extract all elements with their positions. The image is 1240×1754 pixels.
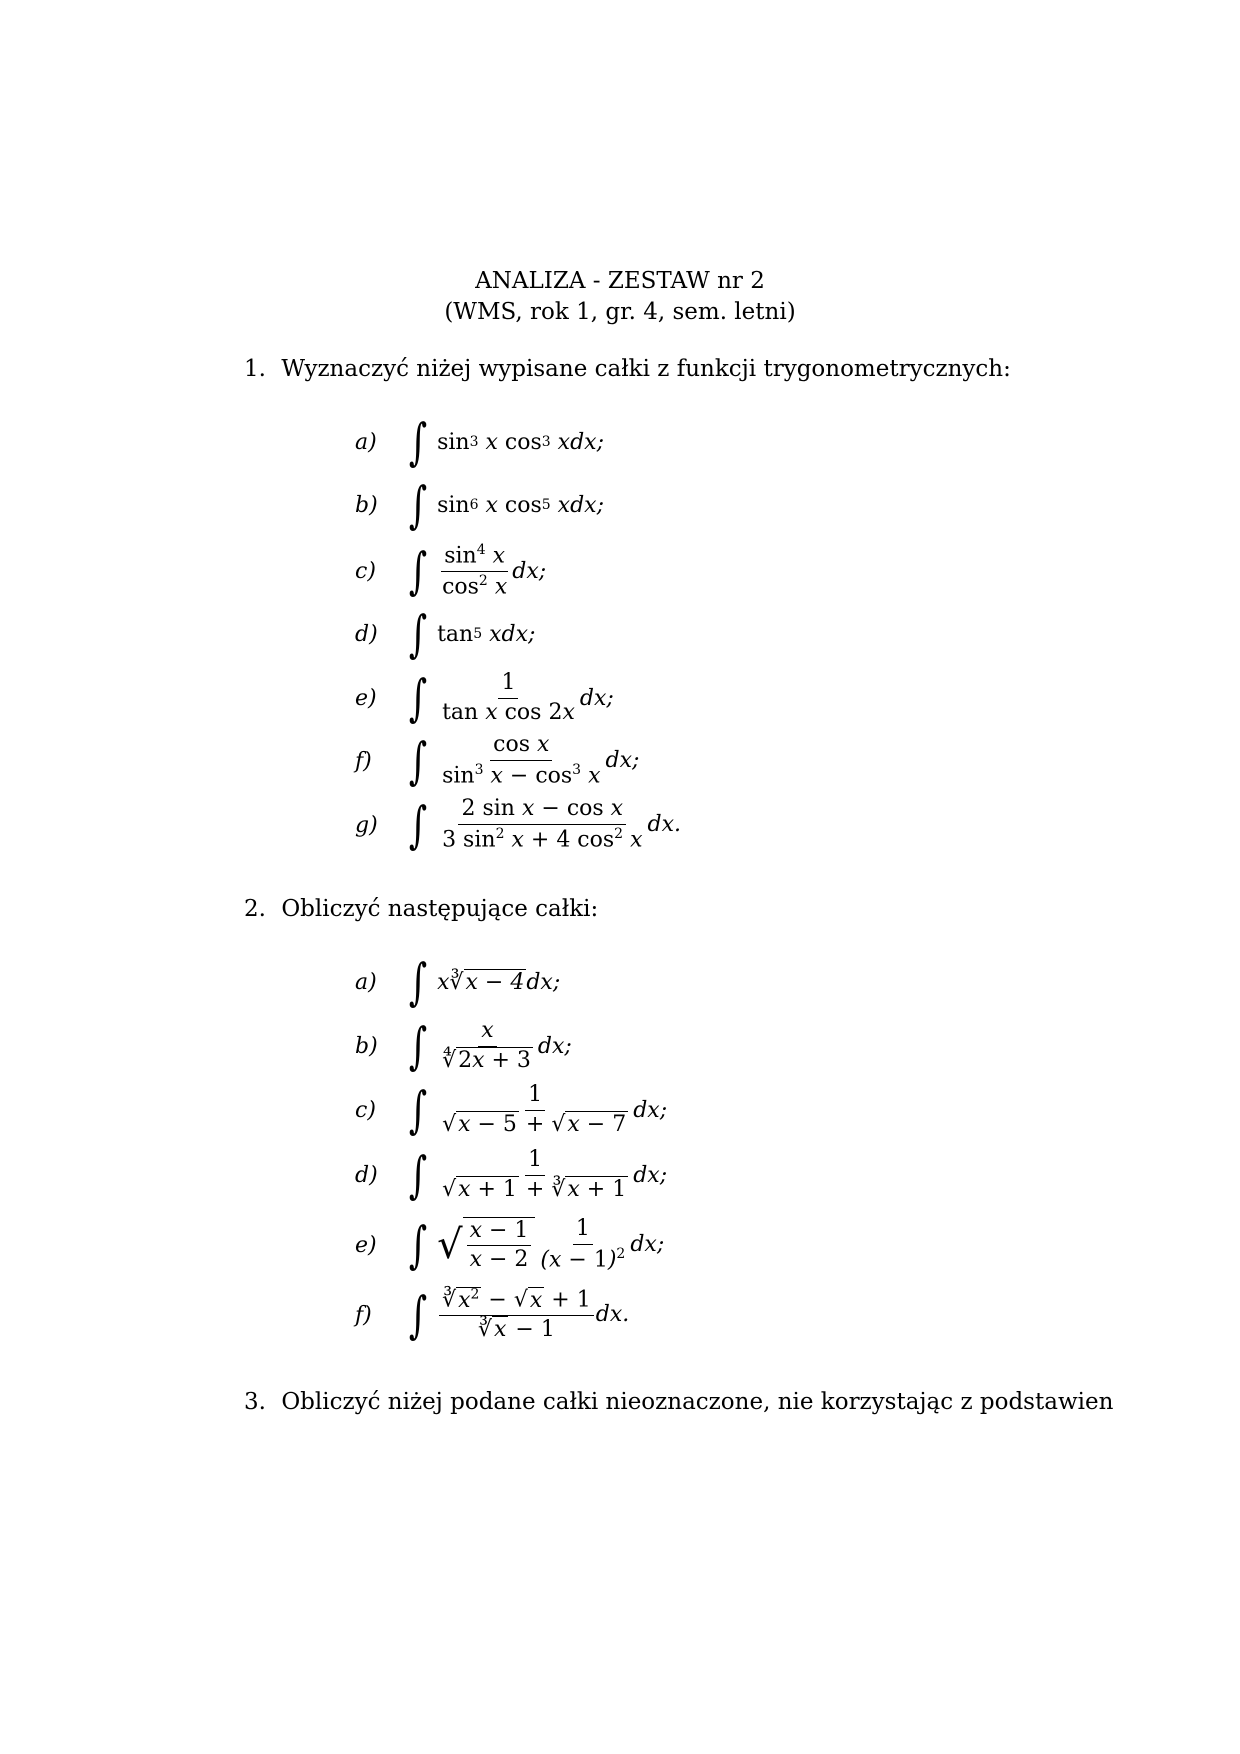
item-label: f) (355, 748, 372, 774)
problem-1-item-f (355, 731, 639, 791)
formula: x ∛ x − 4 dx; (437, 969, 561, 995)
problem-2-item-f (355, 1285, 629, 1345)
problem-number: 1. (244, 356, 266, 382)
formula: tan 5 xdx; (437, 621, 536, 647)
problem-1-item-c (355, 541, 546, 601)
item-label: d) (355, 1162, 378, 1188)
formula: $\frac{\sin^4 x}{\cos^2 x}$ dx; (442, 541, 547, 599)
problem-3-heading (244, 1389, 1113, 1415)
item-label: c) (355, 1097, 376, 1123)
problem-1-item-d (355, 604, 535, 664)
formula: $\frac{1}{√x + 1 + ∛x + 1}$ dx; (442, 1147, 668, 1202)
formula: $\frac{∛x^2 - √x + 1}{∛x - 1}$ dx. (437, 1286, 629, 1343)
problem-1-item-a (355, 412, 604, 472)
formula: $\frac{x}{∜2x + 3}$ dx; (442, 1018, 572, 1073)
problem-text: Wyznaczyć niżej wypisane całki z funkcji trygonometrycznych: (281, 356, 1011, 382)
integral-sign: ∫ (408, 605, 428, 663)
item-label: a) (355, 429, 377, 455)
item-label: b) (355, 1033, 378, 1059)
problem-number: 2. (244, 896, 266, 922)
item-label: c) (355, 558, 376, 584)
page-subtitle: (WMS, rok 1, gr. 4, sem. letni) (444, 299, 796, 325)
problem-text: Obliczyć następujące całki: (281, 896, 599, 922)
integral-sign: ∫ (408, 669, 428, 727)
integral-sign: ∫ (408, 953, 428, 1011)
problem-1-heading (244, 356, 1011, 382)
item-label: g) (355, 812, 378, 838)
item-label: b) (355, 492, 378, 518)
problem-2-heading (244, 896, 598, 922)
item-label: e) (355, 685, 377, 711)
page-title: ANALIZA - ZESTAW nr 2 (475, 268, 765, 294)
formula: $\frac{\text{cos x}}{\sin^3 x - \cos^3 x}$ dx; (442, 732, 640, 789)
formula: sin 3 x cos 3 xdx; (437, 429, 604, 455)
integral-sign: ∫ (408, 1146, 428, 1204)
formula: sin 6 x cos 5 xdx; (437, 492, 604, 518)
problem-1-item-e (355, 668, 614, 728)
integral-sign: ∫ (408, 476, 428, 534)
problem-number: 3. (244, 1389, 266, 1415)
integral-sign: ∫ (408, 1216, 428, 1274)
item-label: e) (355, 1232, 377, 1258)
problem-2-item-a (355, 952, 560, 1012)
integral-sign: ∫ (408, 732, 428, 790)
problem-2-item-b (355, 1016, 572, 1076)
integral-sign: ∫ (408, 542, 428, 600)
problem-text: Obliczyć niżej podane całki nieoznaczone, nie korzystając z podstawien (281, 1389, 1114, 1415)
integral-sign: ∫ (408, 1017, 428, 1075)
integral-sign: ∫ (408, 413, 428, 471)
integral-sign: ∫ (408, 1286, 428, 1344)
problem-1-item-b (355, 475, 604, 535)
item-label: a) (355, 969, 377, 995)
integral-sign: ∫ (408, 1081, 428, 1139)
item-label: d) (355, 621, 378, 647)
problem-2-item-e (355, 1215, 664, 1275)
problem-1-item-g (355, 795, 681, 855)
formula: $\frac{\text{2 sin x − cos x}}{3 \sin^2 x + 4 \cos^2 x}$ dx. (442, 796, 681, 853)
problem-2-item-d (355, 1145, 667, 1205)
formula: √ $\frac{x - 1}{x - 2}$ $\frac{1}{(x - 1)^2}$ dx; (437, 1216, 665, 1273)
item-label: f) (355, 1302, 372, 1328)
formula: $\frac{1}{\text{tan x cos 2x}}$ dx; (442, 670, 614, 725)
problem-2-item-c (355, 1080, 667, 1140)
integral-sign: ∫ (408, 796, 428, 854)
formula: $\frac{1}{√x - 5 + √x - 7}$ dx; (442, 1082, 668, 1137)
